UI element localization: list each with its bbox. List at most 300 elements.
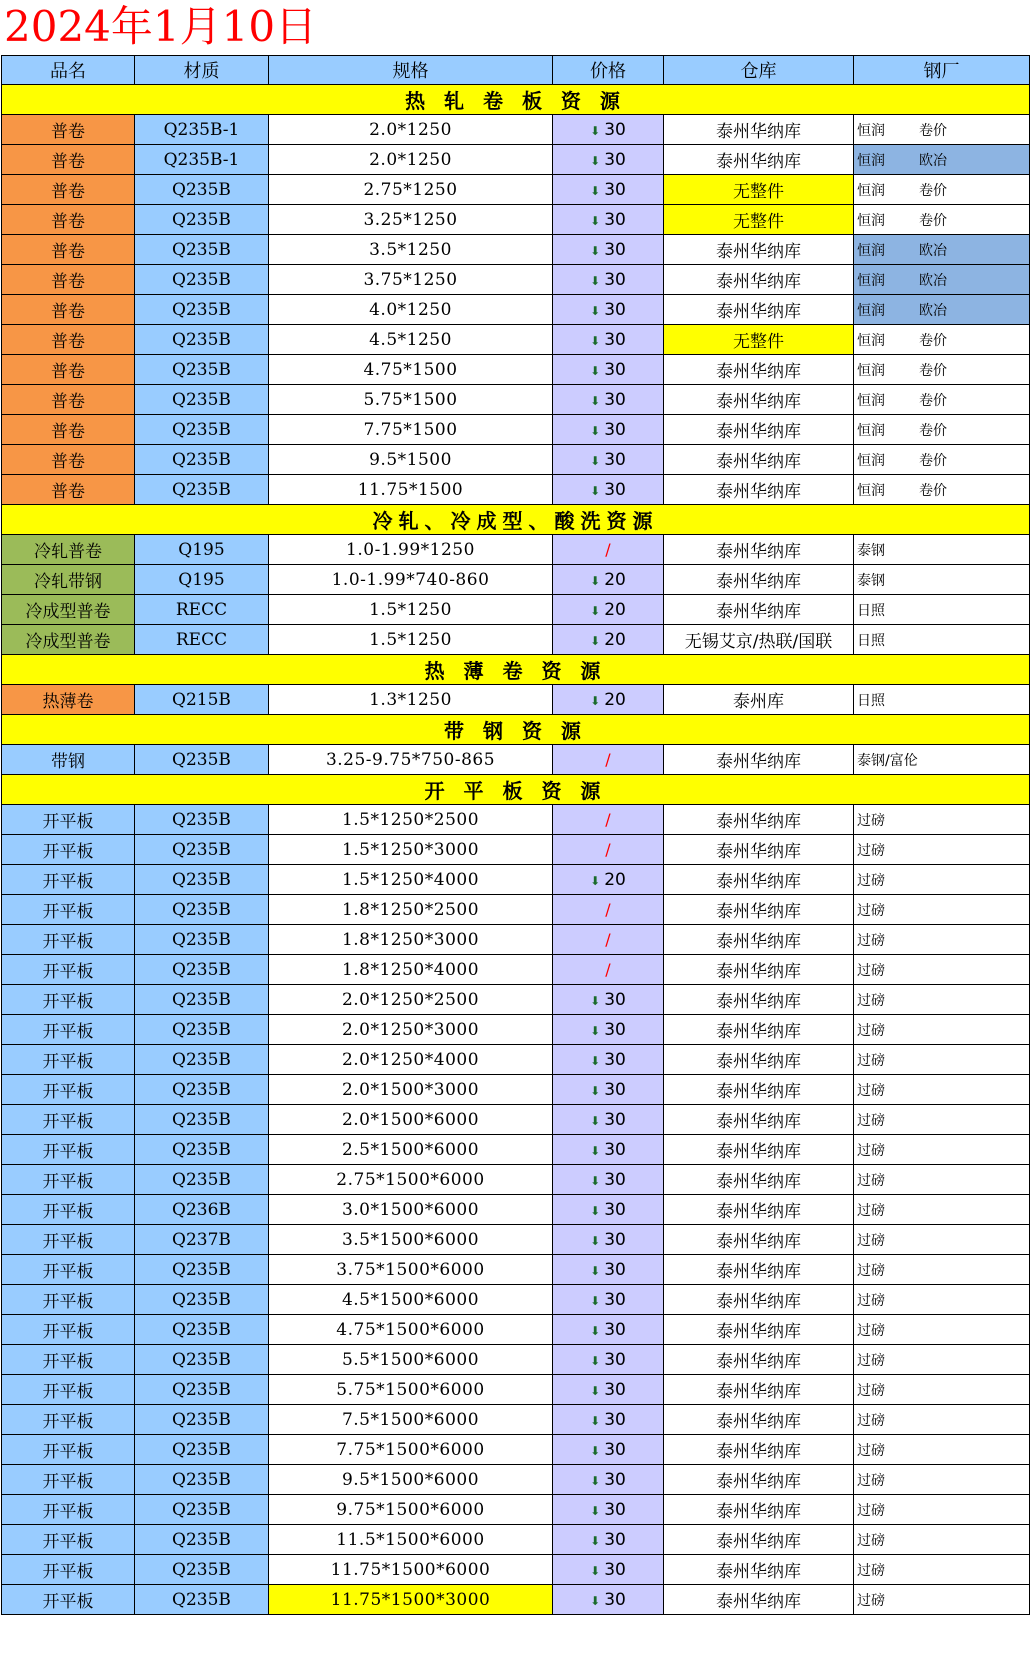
down-arrow-icon: ⬇	[590, 1083, 601, 1098]
price-cell	[553, 1555, 664, 1585]
price-cell	[553, 1495, 664, 1525]
down-arrow-icon: ⬇	[590, 693, 601, 708]
spec-cell: 7.5*1500*6000	[269, 1405, 553, 1435]
mill-name: 恒润	[857, 452, 885, 469]
price-value: 30	[604, 1469, 626, 1490]
mill-cell	[854, 565, 1030, 595]
warehouse-cell: 泰州华纳库	[664, 1585, 854, 1615]
material-cell: Q235B	[135, 475, 269, 505]
material-cell: Q235B	[135, 865, 269, 895]
price-slash: /	[605, 539, 611, 559]
mill-cell	[854, 1465, 1030, 1495]
mill-cell	[854, 535, 1030, 565]
warehouse-cell: 泰州库	[664, 685, 854, 715]
price-slash: /	[605, 839, 611, 859]
mill-cell	[854, 1195, 1030, 1225]
material-cell: RECC	[135, 625, 269, 655]
mill-note: 卷价	[919, 182, 947, 199]
product-name-cell: 普卷	[2, 205, 135, 235]
spec-cell: 1.5*1250	[269, 595, 553, 625]
warehouse-cell: 泰州华纳库	[664, 1045, 854, 1075]
table-row	[2, 985, 1030, 1015]
table-row	[2, 1075, 1030, 1105]
material-cell: Q235B	[135, 325, 269, 355]
material-cell: Q235B	[135, 1255, 269, 1285]
warehouse-cell: 泰州华纳库	[664, 355, 854, 385]
mill-note: 欧冶	[919, 302, 947, 319]
price-cell	[553, 1255, 664, 1285]
mill-cell	[854, 1405, 1030, 1435]
spec-cell: 5.75*1500	[269, 385, 553, 415]
table-row	[2, 1255, 1030, 1285]
price-cell	[553, 895, 664, 925]
spec-cell: 5.5*1500*6000	[269, 1345, 553, 1375]
material-cell: Q235B	[135, 985, 269, 1015]
down-arrow-icon: ⬇	[590, 1053, 601, 1068]
price-cell	[553, 1585, 664, 1615]
table-row	[2, 595, 1030, 625]
table-row	[2, 1465, 1030, 1495]
price-value: 30	[604, 1169, 626, 1190]
product-name-cell: 开平板	[2, 1045, 135, 1075]
section-row	[2, 655, 1030, 685]
table-row	[2, 175, 1030, 205]
mill-name: 恒润	[857, 122, 885, 139]
product-name-cell: 开平板	[2, 1555, 135, 1585]
warehouse-cell: 泰州华纳库	[664, 925, 854, 955]
table-row	[2, 1315, 1030, 1345]
price-value: 20	[604, 869, 626, 890]
spec-cell: 4.75*1500*6000	[269, 1315, 553, 1345]
product-name-cell: 普卷	[2, 175, 135, 205]
down-arrow-icon: ⬇	[590, 1533, 601, 1548]
down-arrow-icon: ⬇	[590, 1503, 601, 1518]
product-name-cell: 开平板	[2, 1585, 135, 1615]
table-row	[2, 235, 1030, 265]
spec-cell: 3.75*1500*6000	[269, 1255, 553, 1285]
price-cell	[553, 1525, 664, 1555]
mill-name: 日照	[857, 632, 885, 649]
material-cell: Q235B	[135, 1585, 269, 1615]
product-name-cell: 开平板	[2, 1345, 135, 1375]
material-cell: Q235B	[135, 175, 269, 205]
price-value: 30	[604, 179, 626, 200]
product-name-cell: 冷成型普卷	[2, 595, 135, 625]
product-name-cell: 普卷	[2, 295, 135, 325]
spec-cell: 2.0*1250*3000	[269, 1015, 553, 1045]
price-slash: /	[605, 959, 611, 979]
warehouse-cell: 泰州华纳库	[664, 1015, 854, 1045]
material-cell: Q235B	[135, 835, 269, 865]
price-cell	[553, 295, 664, 325]
material-cell: Q235B	[135, 1345, 269, 1375]
price-value: 30	[604, 1409, 626, 1430]
page-title: 2024年1月10日	[4, 2, 318, 51]
mill-cell	[854, 355, 1030, 385]
price-value: 30	[604, 149, 626, 170]
down-arrow-icon: ⬇	[590, 1113, 601, 1128]
down-arrow-icon: ⬇	[590, 573, 601, 588]
mill-cell	[854, 415, 1030, 445]
table-row	[2, 865, 1030, 895]
price-value: 30	[604, 269, 626, 290]
down-arrow-icon: ⬇	[590, 1443, 601, 1458]
section-title: 开 平 板 资 源	[2, 775, 1030, 805]
price-cell	[553, 565, 664, 595]
price-table-body	[2, 56, 1030, 1615]
header-price: 价格	[553, 56, 664, 85]
table-row	[2, 415, 1030, 445]
mill-name: 过磅	[857, 1142, 885, 1159]
mill-cell	[854, 1165, 1030, 1195]
header-row	[2, 56, 1030, 85]
material-cell: Q235B	[135, 1075, 269, 1105]
spec-cell: 4.5*1250	[269, 325, 553, 355]
price-value: 30	[604, 479, 626, 500]
price-cell	[553, 1015, 664, 1045]
header-name: 品名	[2, 56, 135, 85]
price-value: 30	[604, 1079, 626, 1100]
product-name-cell: 开平板	[2, 925, 135, 955]
section-title: 带 钢 资 源	[2, 715, 1030, 745]
warehouse-cell: 泰州华纳库	[664, 145, 854, 175]
mill-name: 过磅	[857, 1442, 885, 1459]
material-cell: Q235B	[135, 445, 269, 475]
warehouse-cell: 泰州华纳库	[664, 1225, 854, 1255]
table-row	[2, 385, 1030, 415]
material-cell: Q235B	[135, 925, 269, 955]
down-arrow-icon: ⬇	[590, 1593, 601, 1608]
mill-name: 过磅	[857, 842, 885, 859]
mill-cell	[854, 115, 1030, 145]
section-title: 冷轧、冷成型、酸洗资源	[2, 505, 1030, 535]
header-mill: 钢厂	[854, 56, 1030, 85]
price-value: 30	[604, 1349, 626, 1370]
mill-note: 欧冶	[919, 272, 947, 289]
spec-cell: 3.5*1500*6000	[269, 1225, 553, 1255]
spec-cell: 1.8*1250*3000	[269, 925, 553, 955]
mill-name: 过磅	[857, 1352, 885, 1369]
table-row	[2, 265, 1030, 295]
material-cell: Q235B	[135, 1285, 269, 1315]
mill-name: 恒润	[857, 212, 885, 229]
spec-cell: 4.0*1250	[269, 295, 553, 325]
warehouse-cell: 泰州华纳库	[664, 1495, 854, 1525]
warehouse-cell: 泰州华纳库	[664, 565, 854, 595]
product-name-cell: 开平板	[2, 1405, 135, 1435]
mill-name: 过磅	[857, 992, 885, 1009]
material-cell: Q235B	[135, 1375, 269, 1405]
down-arrow-icon: ⬇	[590, 393, 601, 408]
mill-name: 恒润	[857, 242, 885, 259]
table-row	[2, 1105, 1030, 1135]
mill-cell	[854, 745, 1030, 775]
warehouse-cell: 泰州华纳库	[664, 1435, 854, 1465]
mill-cell	[854, 235, 1030, 265]
material-cell: Q235B	[135, 895, 269, 925]
warehouse-cell: 泰州华纳库	[664, 1525, 854, 1555]
mill-cell	[854, 1075, 1030, 1105]
table-row	[2, 1345, 1030, 1375]
spec-cell: 2.5*1500*6000	[269, 1135, 553, 1165]
spec-cell: 1.0-1.99*1250	[269, 535, 553, 565]
product-name-cell: 开平板	[2, 1465, 135, 1495]
mill-cell	[854, 1015, 1030, 1045]
product-name-cell: 普卷	[2, 445, 135, 475]
mill-cell	[854, 1525, 1030, 1555]
spec-cell: 1.0-1.99*740-860	[269, 565, 553, 595]
table-row	[2, 145, 1030, 175]
material-cell: Q235B	[135, 745, 269, 775]
warehouse-cell: 泰州华纳库	[664, 895, 854, 925]
warehouse-cell: 泰州华纳库	[664, 865, 854, 895]
price-cell	[553, 145, 664, 175]
price-cell	[553, 625, 664, 655]
product-name-cell: 冷成型普卷	[2, 625, 135, 655]
price-cell	[553, 1285, 664, 1315]
price-cell	[553, 535, 664, 565]
warehouse-cell: 泰州华纳库	[664, 1105, 854, 1135]
mill-cell	[854, 325, 1030, 355]
product-name-cell: 开平板	[2, 1435, 135, 1465]
price-cell	[553, 1165, 664, 1195]
table-row	[2, 295, 1030, 325]
mill-name: 过磅	[857, 1502, 885, 1519]
mill-name: 过磅	[857, 1532, 885, 1549]
table-row	[2, 115, 1030, 145]
price-cell	[553, 685, 664, 715]
price-cell	[553, 865, 664, 895]
price-cell	[553, 115, 664, 145]
mill-cell	[854, 1105, 1030, 1135]
mill-name: 过磅	[857, 932, 885, 949]
warehouse-cell: 无整件	[664, 205, 854, 235]
price-table	[1, 55, 1030, 1615]
spec-cell: 9.5*1500	[269, 445, 553, 475]
table-row	[2, 1495, 1030, 1525]
mill-cell	[854, 385, 1030, 415]
warehouse-cell: 泰州华纳库	[664, 1345, 854, 1375]
price-value: 30	[604, 1499, 626, 1520]
mill-cell	[854, 445, 1030, 475]
price-cell	[553, 805, 664, 835]
mill-name: 泰钢	[857, 572, 885, 589]
price-value: 30	[604, 209, 626, 230]
table-row	[2, 1015, 1030, 1045]
material-cell: Q235B	[135, 415, 269, 445]
product-name-cell: 热薄卷	[2, 685, 135, 715]
price-cell	[553, 1435, 664, 1465]
material-cell: Q235B	[135, 205, 269, 235]
mill-cell	[854, 295, 1030, 325]
mill-cell	[854, 685, 1030, 715]
mill-cell	[854, 1225, 1030, 1255]
spec-cell: 1.5*1250*3000	[269, 835, 553, 865]
spec-cell: 7.75*1500*6000	[269, 1435, 553, 1465]
spec-cell: 11.75*1500	[269, 475, 553, 505]
mill-cell	[854, 475, 1030, 505]
down-arrow-icon: ⬇	[590, 243, 601, 258]
section-title: 热 轧 卷 板 资 源	[2, 85, 1030, 115]
warehouse-cell: 泰州华纳库	[664, 535, 854, 565]
product-name-cell: 普卷	[2, 475, 135, 505]
table-row	[2, 745, 1030, 775]
warehouse-cell: 泰州华纳库	[664, 805, 854, 835]
price-slash: /	[605, 809, 611, 829]
spec-cell: 11.75*1500*6000	[269, 1555, 553, 1585]
material-cell: Q237B	[135, 1225, 269, 1255]
down-arrow-icon: ⬇	[590, 1233, 601, 1248]
mill-name: 过磅	[857, 1292, 885, 1309]
mill-cell	[854, 805, 1030, 835]
spec-cell: 1.3*1250	[269, 685, 553, 715]
table-row	[2, 1555, 1030, 1585]
mill-cell	[854, 1435, 1030, 1465]
price-cell	[553, 475, 664, 505]
material-cell: Q235B	[135, 1015, 269, 1045]
spec-cell: 3.75*1250	[269, 265, 553, 295]
product-name-cell: 普卷	[2, 115, 135, 145]
price-value: 30	[604, 449, 626, 470]
price-value: 30	[604, 1109, 626, 1130]
warehouse-cell: 泰州华纳库	[664, 1285, 854, 1315]
spec-cell: 2.0*1250*4000	[269, 1045, 553, 1075]
mill-name: 过磅	[857, 1412, 885, 1429]
price-cell	[553, 265, 664, 295]
warehouse-cell: 泰州华纳库	[664, 385, 854, 415]
mill-name: 过磅	[857, 1022, 885, 1039]
price-cell	[553, 1075, 664, 1105]
mill-name: 过磅	[857, 1472, 885, 1489]
price-cell	[553, 445, 664, 475]
down-arrow-icon: ⬇	[590, 363, 601, 378]
product-name-cell: 开平板	[2, 1525, 135, 1555]
mill-name: 过磅	[857, 872, 885, 889]
spec-cell: 2.0*1250*2500	[269, 985, 553, 1015]
mill-cell	[854, 1585, 1030, 1615]
spec-cell: 3.25*1250	[269, 205, 553, 235]
table-row	[2, 535, 1030, 565]
table-row	[2, 955, 1030, 985]
spec-cell: 2.0*1500*3000	[269, 1075, 553, 1105]
spec-cell: 4.5*1500*6000	[269, 1285, 553, 1315]
header-warehouse: 仓库	[664, 56, 854, 85]
down-arrow-icon: ⬇	[590, 423, 601, 438]
warehouse-cell: 泰州华纳库	[664, 295, 854, 325]
price-value: 30	[604, 359, 626, 380]
down-arrow-icon: ⬇	[590, 993, 601, 1008]
price-value: 20	[604, 599, 626, 620]
product-name-cell: 冷轧带钢	[2, 565, 135, 595]
header-spec: 规格	[269, 56, 553, 85]
warehouse-cell: 泰州华纳库	[664, 1375, 854, 1405]
price-cell	[553, 175, 664, 205]
mill-note: 卷价	[919, 212, 947, 229]
spec-cell: 9.5*1500*6000	[269, 1465, 553, 1495]
product-name-cell: 开平板	[2, 1015, 135, 1045]
spec-cell: 9.75*1500*6000	[269, 1495, 553, 1525]
spec-cell: 2.0*1250	[269, 115, 553, 145]
down-arrow-icon: ⬇	[590, 1323, 601, 1338]
table-row	[2, 475, 1030, 505]
table-row	[2, 325, 1030, 355]
mill-name: 泰钢	[857, 542, 885, 559]
mill-name: 过磅	[857, 1112, 885, 1129]
spec-cell: 3.0*1500*6000	[269, 1195, 553, 1225]
mill-cell	[854, 895, 1030, 925]
table-row	[2, 1525, 1030, 1555]
table-row	[2, 565, 1030, 595]
price-value: 30	[604, 1319, 626, 1340]
spec-cell: 2.75*1500*6000	[269, 1165, 553, 1195]
mill-name: 过磅	[857, 1052, 885, 1069]
price-cell	[553, 1195, 664, 1225]
material-cell: Q235B	[135, 265, 269, 295]
mill-cell	[854, 1345, 1030, 1375]
section-row	[2, 85, 1030, 115]
price-value: 30	[604, 1289, 626, 1310]
down-arrow-icon: ⬇	[590, 333, 601, 348]
product-name-cell: 开平板	[2, 1315, 135, 1345]
mill-cell	[854, 1315, 1030, 1345]
material-cell: Q235B	[135, 385, 269, 415]
mill-name: 过磅	[857, 1382, 885, 1399]
material-cell: Q235B	[135, 295, 269, 325]
down-arrow-icon: ⬇	[590, 603, 601, 618]
price-value: 30	[604, 989, 626, 1010]
product-name-cell: 冷轧普卷	[2, 535, 135, 565]
mill-cell	[854, 925, 1030, 955]
down-arrow-icon: ⬇	[590, 483, 601, 498]
warehouse-cell: 泰州华纳库	[664, 1315, 854, 1345]
price-cell	[553, 415, 664, 445]
table-row	[2, 925, 1030, 955]
table-row	[2, 1225, 1030, 1255]
warehouse-cell: 泰州华纳库	[664, 1405, 854, 1435]
down-arrow-icon: ⬇	[590, 1353, 601, 1368]
spec-cell: 2.0*1250	[269, 145, 553, 175]
price-cell	[553, 1045, 664, 1075]
material-cell: Q235B-1	[135, 145, 269, 175]
price-value: 30	[604, 1019, 626, 1040]
material-cell: Q235B	[135, 1315, 269, 1345]
price-cell	[553, 1465, 664, 1495]
product-name-cell: 开平板	[2, 1075, 135, 1105]
spec-cell: 2.0*1500*6000	[269, 1105, 553, 1135]
down-arrow-icon: ⬇	[590, 273, 601, 288]
price-cell	[553, 835, 664, 865]
price-cell	[553, 595, 664, 625]
product-name-cell: 开平板	[2, 1105, 135, 1135]
material-cell: Q235B	[135, 1105, 269, 1135]
product-name-cell: 普卷	[2, 235, 135, 265]
down-arrow-icon: ⬇	[590, 153, 601, 168]
mill-cell	[854, 1255, 1030, 1285]
mill-cell	[854, 625, 1030, 655]
price-slash: /	[605, 749, 611, 769]
material-cell: Q195	[135, 565, 269, 595]
warehouse-cell: 泰州华纳库	[664, 415, 854, 445]
product-name-cell: 开平板	[2, 1375, 135, 1405]
warehouse-cell: 泰州华纳库	[664, 1465, 854, 1495]
table-row	[2, 895, 1030, 925]
warehouse-cell: 泰州华纳库	[664, 1195, 854, 1225]
table-row	[2, 1285, 1030, 1315]
price-cell	[553, 1225, 664, 1255]
product-name-cell: 普卷	[2, 145, 135, 175]
price-value: 30	[604, 389, 626, 410]
table-row	[2, 805, 1030, 835]
